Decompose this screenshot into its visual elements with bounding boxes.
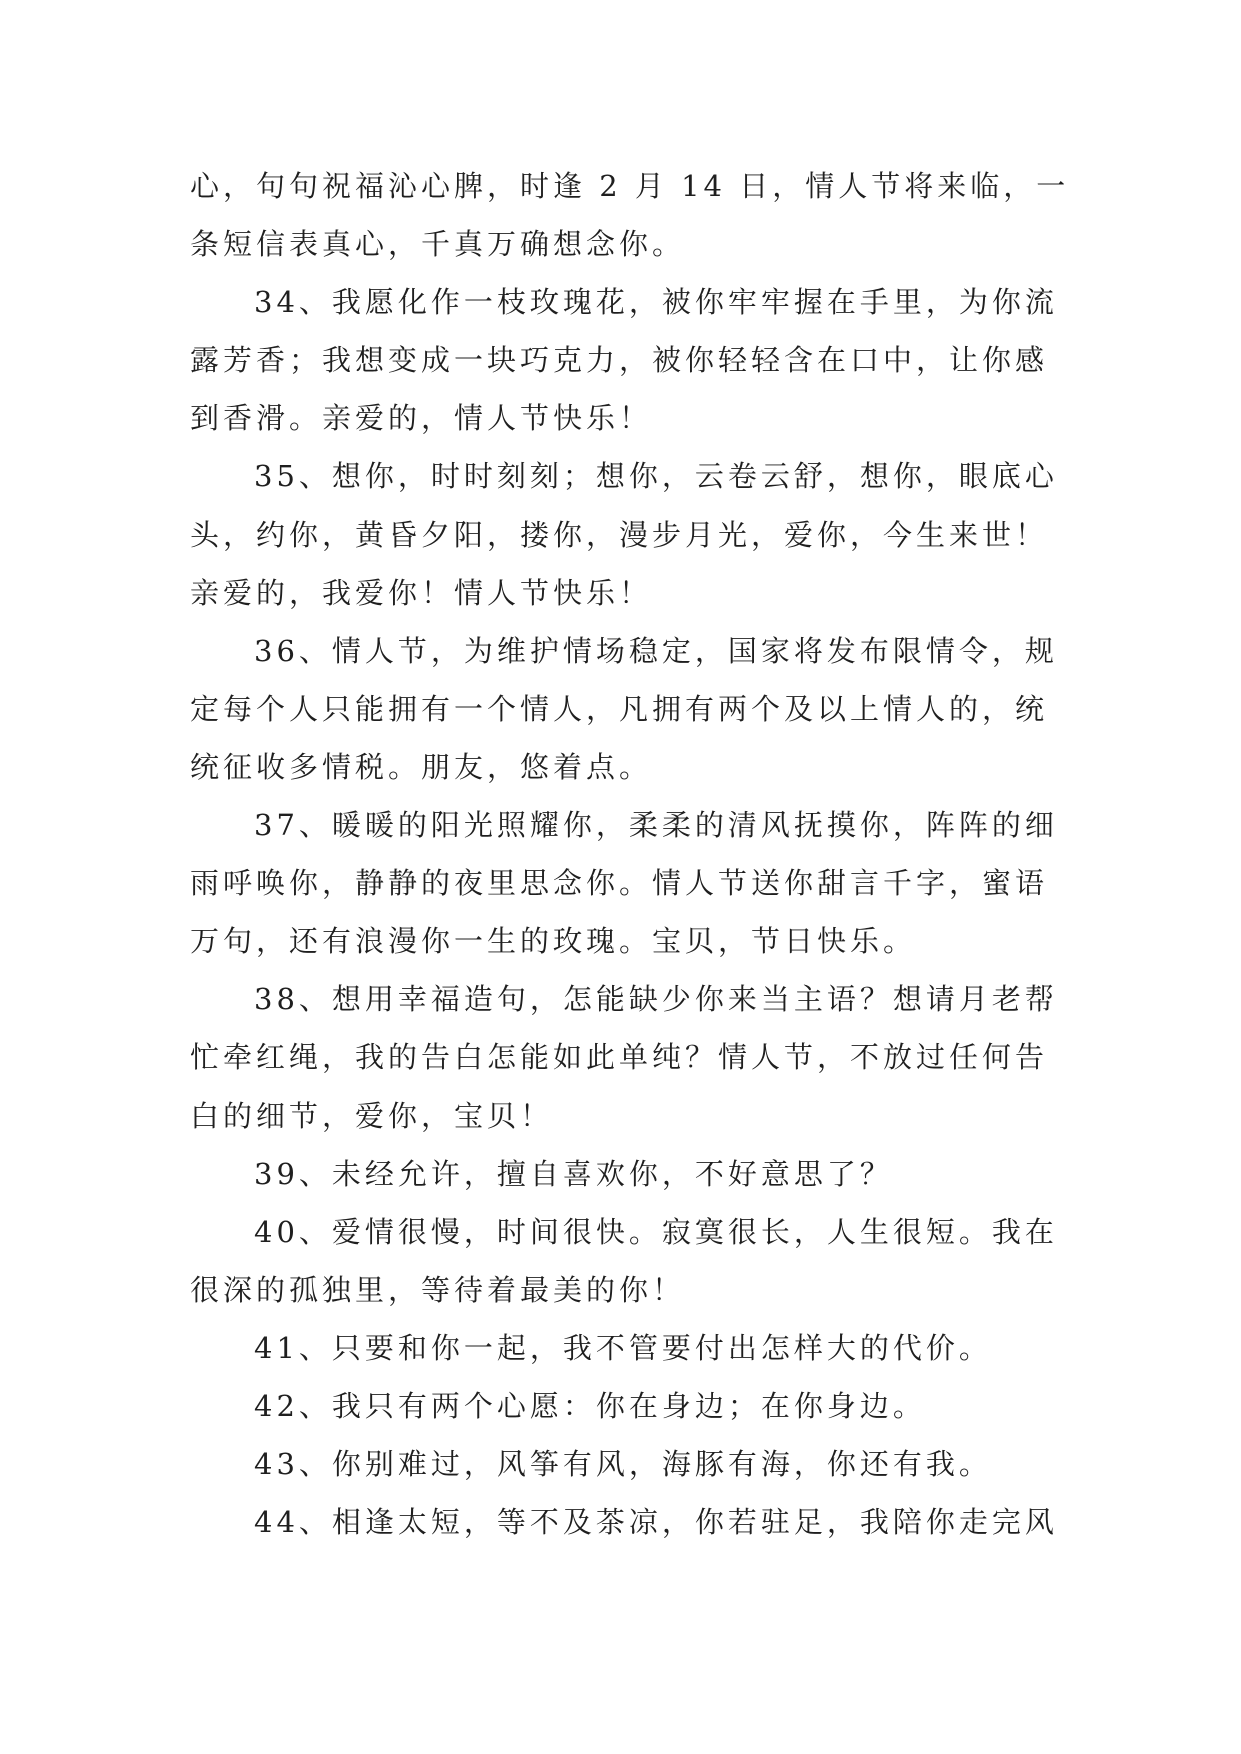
- text-line: 忙牵红绳，我的告白怎能如此单纯？情人节，不放过任何告: [190, 1040, 1049, 1075]
- text-line: 41、只要和你一起，我不管要付出怎样大的代价。: [254, 1330, 992, 1365]
- text-line: 露芳香；我想变成一块巧克力，被你轻轻含在口中，让你感: [190, 343, 1049, 378]
- text-line: 37、暖暖的阳光照耀你，柔柔的清风抚摸你，阵阵的细: [254, 808, 1058, 843]
- text-line: 34、我愿化作一枝玫瑰花，被你牢牢握在手里，为你流: [254, 285, 1058, 320]
- text-line: 39、未经允许，擅自喜欢你，不好意思了？: [254, 1156, 893, 1191]
- text-line: 35、想你，时时刻刻；想你，云卷云舒，想你，眼底心: [254, 459, 1058, 494]
- text-line: 心，句句祝福沁心脾，时逢 2 月 14 日，情人节将来临，一: [190, 169, 1070, 203]
- text-line: 万句，还有浪漫你一生的玫瑰。宝贝，节日快乐。: [190, 924, 917, 959]
- text-line: 到香滑。亲爱的，情人节快乐！: [190, 401, 653, 436]
- text-line: 头，约你，黄昏夕阳，搂你，漫步月光，爱你，今生来世！: [190, 517, 1049, 552]
- text-line: 36、情人节，为维护情场稳定，国家将发布限情令，规: [254, 633, 1058, 668]
- text-line: 40、爱情很慢，时间很快。寂寞很长，人生很短。我在: [254, 1214, 1058, 1249]
- text-line: 38、想用幸福造句，怎能缺少你来当主语？想请月老帮: [254, 982, 1058, 1017]
- text-line: 雨呼唤你，静静的夜里思念你。情人节送你甜言千字，蜜语: [190, 866, 1049, 901]
- document-body: [190, 157, 1070, 1551]
- text-line: 亲爱的，我爱你！情人节快乐！: [190, 575, 653, 610]
- text-line: 44、相逢太短，等不及茶凉，你若驻足，我陪你走完风: [254, 1505, 1058, 1540]
- text-line: 很深的孤独里，等待着最美的你！: [190, 1272, 686, 1307]
- text-line: 条短信表真心，千真万确想念你。: [190, 227, 686, 262]
- text-line: 42、我只有两个心愿：你在身边；在你身边。: [254, 1388, 926, 1423]
- text-line: 白的细节，爱你，宝贝！: [190, 1098, 554, 1133]
- text-line: 定每个人只能拥有一个情人，凡拥有两个及以上情人的，统: [190, 691, 1049, 726]
- text-line: 统征收多情税。朋友，悠着点。: [190, 749, 653, 784]
- text-line: 43、你别难过，风筝有风，海豚有海，你还有我。: [254, 1447, 992, 1482]
